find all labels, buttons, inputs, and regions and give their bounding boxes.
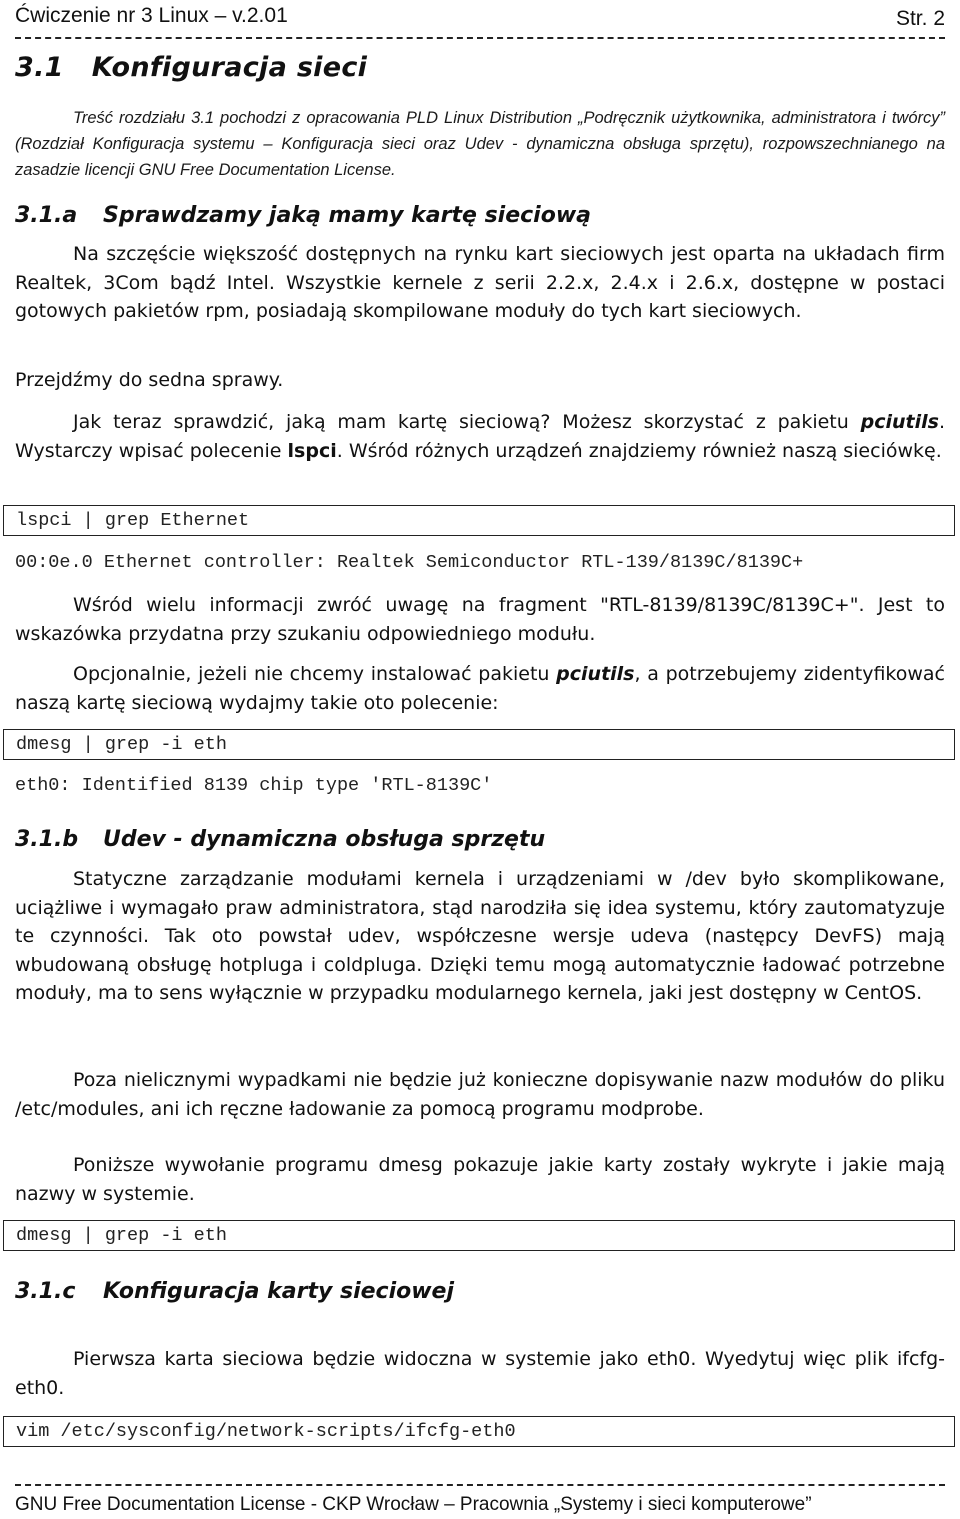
section-heading bbox=[15, 52, 367, 83]
package-name: pciutils bbox=[860, 411, 939, 433]
footer-divider bbox=[15, 1484, 945, 1486]
page-header bbox=[15, 4, 945, 38]
paragraph-network-cards: Na szczęście większość dostępnych na rynku kart sieciowych jest oparta na układach firm Realtek, 3Com bądź Intel. Wszystkie kernele z serii 2.2.x, 2.4.x i 2.6.x, dostępne w postaci gotowych pakietów rpm, posiadają skompilowane moduły do tych kart sieciowych. bbox=[15, 243, 945, 322]
code-block-vim: vim /etc/sysconfig/network-scripts/ifcfg-eth0 bbox=[3, 1416, 955, 1447]
package-name: pciutils bbox=[556, 663, 635, 685]
paragraph-optional-dmesg: Opcjonalnie, jeżeli nie chcemy instalować pakietu pciutils, a potrzebujemy zidentyfikować naszą kartę sieciową wydajmy takie oto polecenie: bbox=[15, 663, 945, 714]
intro-paragraph: Treść rozdziału 3.1 pochodzi z opracowania PLD Linux Distribution „Podręcznik użytkownika, administratora i twórcy” (Rozdział Konfiguracja systemu – Konfiguracja sieci oraz Udev - dynamiczna obsługa sprzętu), rozpowszechnianego na zasadzie licencji GNU Free Documentation License. bbox=[15, 109, 945, 179]
command-output-dmesg: eth0: Identified 8139 chip type 'RTL-8139C' bbox=[15, 775, 493, 796]
document-title: Ćwiczenie nr 3 Linux – v.2.01 bbox=[15, 4, 288, 27]
paragraph-eth0: Pierwsza karta sieciowa będzie widoczna w systemie jako eth0. Wyedytuj więc plik ifcfg-eth0. bbox=[15, 1348, 945, 1399]
paragraph-get-to-point: Przejdźmy do sedna sprawy. bbox=[15, 369, 284, 391]
code-block-dmesg: dmesg | grep -i eth bbox=[3, 729, 955, 760]
page-number: Str. 2 bbox=[895, 7, 945, 30]
header-divider bbox=[15, 37, 945, 39]
section-title: Konfiguracja sieci bbox=[91, 52, 368, 83]
subsection-heading-c: 3.1.c Konfiguracja karty sieciowej bbox=[15, 1279, 455, 1304]
paragraph-lspci: Jak teraz sprawdzić, jaką mam kartę sieciową? Możesz skorzystać z pakietu pciutils. Wystarczy wpisać polecenie lspci. Wśród różnych urządzeń znajdziemy również naszą sieciówkę. bbox=[15, 411, 945, 462]
footer-license: GNU Free Documentation License - CKP Wrocław – Pracownia „Systemy i sieci komputerowe” bbox=[15, 1494, 812, 1515]
paragraph-dmesg-cards: Poniższe wywołanie programu dmesg pokazuje jakie karty zostały wykryte i jakie mają nazwy w systemie. bbox=[15, 1154, 945, 1205]
paragraph-udev-modules: Poza nielicznymi wypadkami nie będzie już konieczne dopisywanie nazw modułów do pliku /etc/modules, ani ich ręczne ładowanie za pomocą programu modprobe. bbox=[15, 1069, 945, 1120]
subsection-heading-a: 3.1.a Sprawdzamy jaką mamy kartę sieciową bbox=[15, 203, 591, 228]
code-block-lspci: lspci | grep Ethernet bbox=[3, 505, 955, 536]
subsection-heading-b: 3.1.b Udev - dynamiczna obsługa sprzętu bbox=[15, 827, 546, 852]
code-block-dmesg-2: dmesg | grep -i eth bbox=[3, 1220, 955, 1251]
command-name: lspci bbox=[287, 439, 337, 462]
paragraph-rtl-hint: Wśród wielu informacji zwróć uwagę na fragment "RTL-8139/8139C/8139C+". Jest to wskazówka przydatna przy szukaniu odpowiedniego modułu. bbox=[15, 594, 945, 645]
paragraph-udev-intro: Statyczne zarządzanie modułami kernela i urządzeniami w /dev było skomplikowane, uciążliwe i wymagało praw administratora, stąd narodziła się idea systemu, który zautomatyzuje te czynności. Tak oto powstał udev, współczesne wersje udeva (następcy DevFS) mają wbudowaną obsługę hotpluga i coldpluga. Dzięki temu mogą automatycznie ładować potrzebne moduły, ma to sens wyłącznie w przypadku modularnego kernela, jaki jest dostępny w CentOS. bbox=[15, 868, 945, 1004]
command-output-lspci: 00:0e.0 Ethernet controller: Realtek Semiconductor RTL-139/8139C/8139C+ bbox=[15, 552, 804, 573]
section-number: 3.1 bbox=[15, 52, 64, 83]
